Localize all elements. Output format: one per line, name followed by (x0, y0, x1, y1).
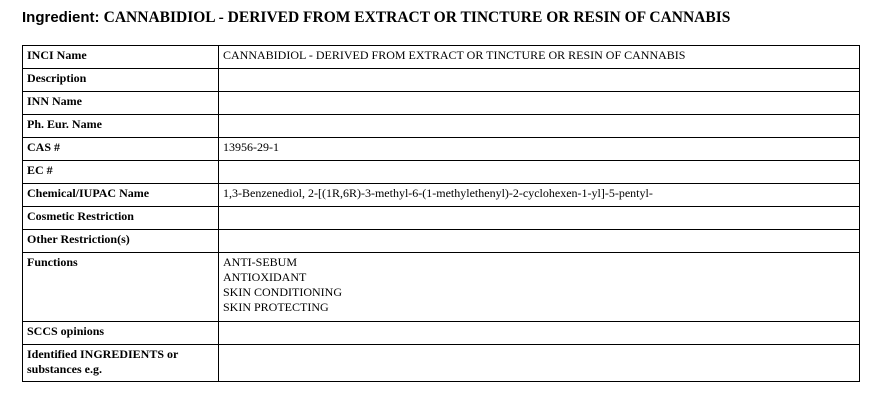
function-item: SKIN PROTECTING (223, 300, 329, 314)
table-row-sccs-opinions (23, 322, 860, 345)
page-title-ingredient-name: CANNABIDIOL - DERIVED FROM EXTRACT OR TINCTURE OR RESIN OF CANNABIS (103, 9, 731, 26)
table-row-inn-name (23, 92, 860, 115)
ph-eur-name-value (219, 115, 860, 138)
table-row-identified-ingredients (23, 345, 860, 382)
other-restrictions-label: Other Restriction(s) (23, 230, 219, 253)
other-restrictions-value (219, 230, 860, 253)
ec-label: EC # (23, 161, 219, 184)
inn-name-value (219, 92, 860, 115)
cosmetic-restriction-label: Cosmetic Restriction (23, 207, 219, 230)
table-row-other-restrictions (23, 230, 860, 253)
function-item: ANTI-SEBUM (223, 255, 297, 269)
table-row-ec (23, 161, 860, 184)
inci-name-value: CANNABIDIOL - DERIVED FROM EXTRACT OR TINCTURE OR RESIN OF CANNABIS (219, 46, 860, 69)
identified-ingredients-label: Identified INGREDIENTS or substances e.g. (23, 345, 219, 382)
function-item: ANTIOXIDANT (223, 270, 307, 284)
ingredient-table (22, 45, 860, 382)
sccs-opinions-label: SCCS opinions (23, 322, 219, 345)
ec-value (219, 161, 860, 184)
functions-value (219, 253, 860, 322)
functions-label: Functions (23, 253, 219, 322)
page-title (22, 9, 730, 27)
chemical-iupac-name-label: Chemical/IUPAC Name (23, 184, 219, 207)
description-label: Description (23, 69, 219, 92)
table-row-description (23, 69, 860, 92)
cas-label: CAS # (23, 138, 219, 161)
cas-value: 13956-29-1 (219, 138, 860, 161)
function-item: SKIN CONDITIONING (223, 285, 342, 299)
table-row-ph-eur-name (23, 115, 860, 138)
cosmetic-restriction-value (219, 207, 860, 230)
inn-name-label: INN Name (23, 92, 219, 115)
table-row-cas (23, 138, 860, 161)
table-row-functions (23, 253, 860, 322)
table-row-chemical-iupac-name (23, 184, 860, 207)
chemical-iupac-name-value: 1,3-Benzenediol, 2-[(1R,6R)-3-methyl-6-(1-methylethenyl)-2-cyclohexen-1-yl]-5-pentyl- (219, 184, 860, 207)
identified-ingredients-value (219, 345, 860, 382)
page-title-label: Ingredient: (22, 9, 100, 26)
inci-name-label: INCI Name (23, 46, 219, 69)
table-row-inci-name (23, 46, 860, 69)
description-value (219, 69, 860, 92)
table-row-cosmetic-restriction (23, 207, 860, 230)
ph-eur-name-label: Ph. Eur. Name (23, 115, 219, 138)
sccs-opinions-value (219, 322, 860, 345)
